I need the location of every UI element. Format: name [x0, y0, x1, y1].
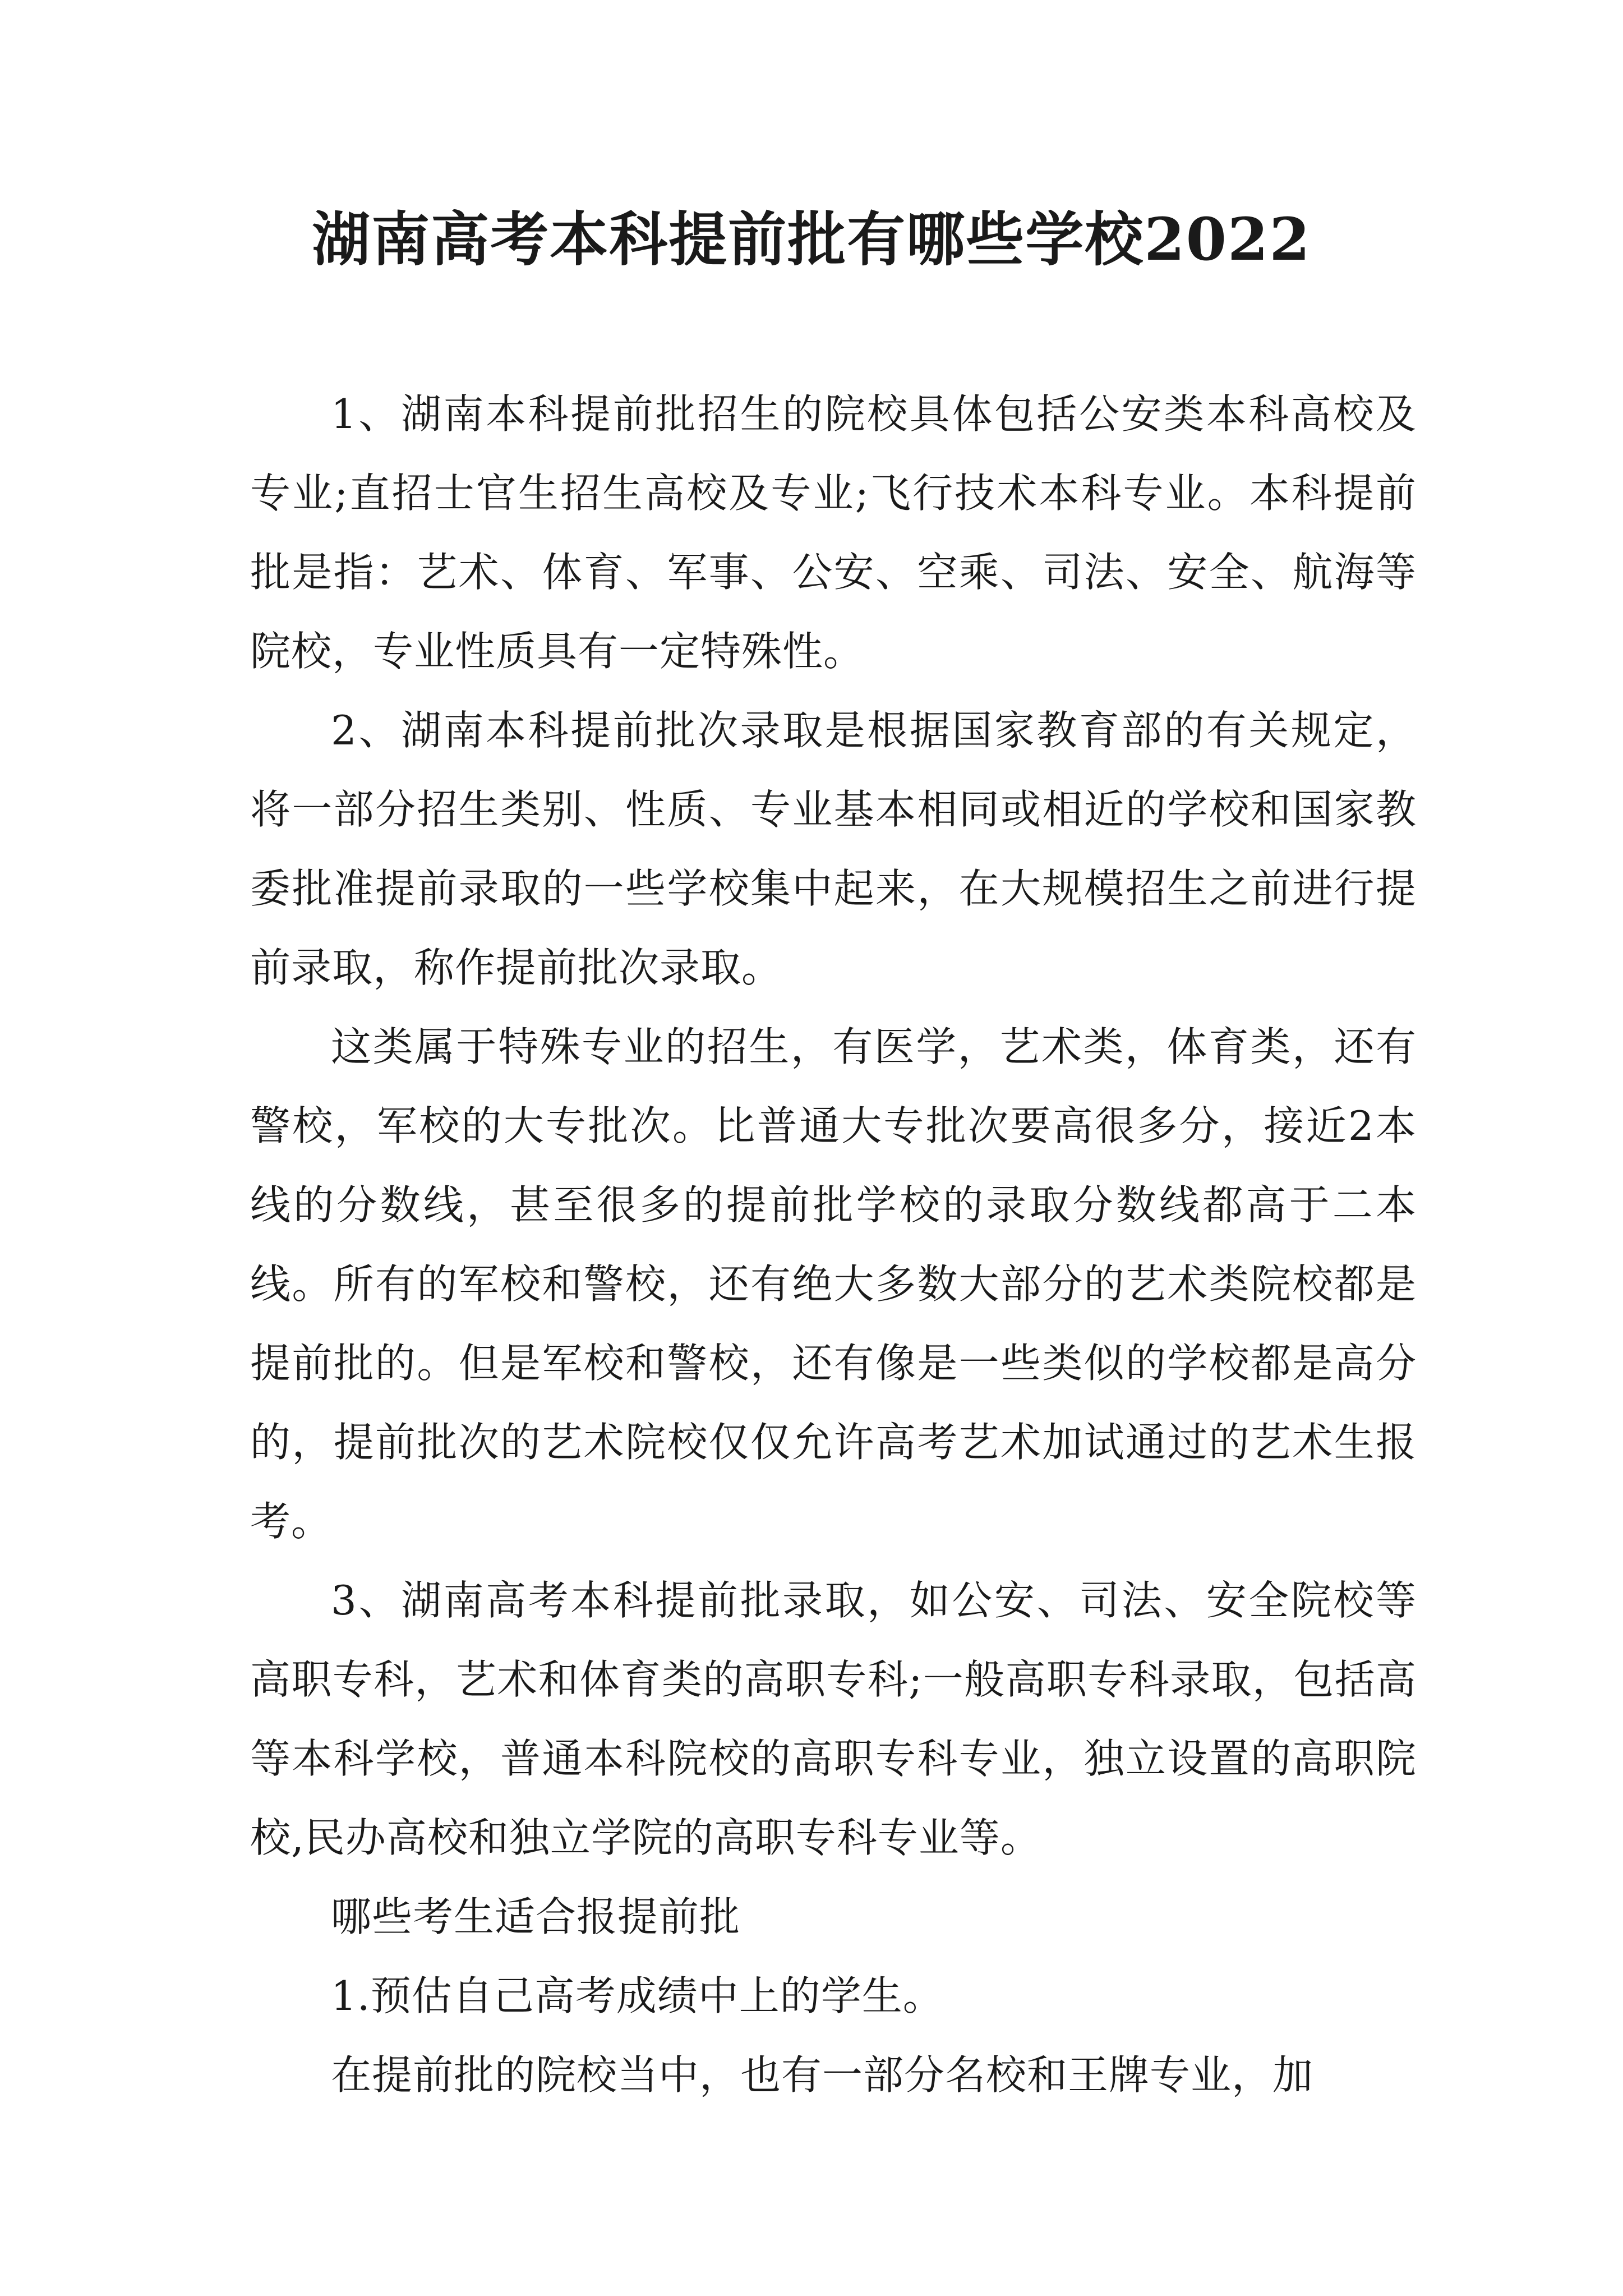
section-heading: 哪些考生适合报提前批 [331, 1893, 741, 1940]
document-body [250, 375, 1417, 2115]
paragraph-2: 2、湖南本科提前批次录取是根据国家教育部的有关规定，将一部分招生类别、性质、专业基本相同或相近的学校和国家教委批准提前录取的一些学校集中起来，在大规模招生之前进行提前录取，称作提前批次录取。 [250, 707, 1417, 991]
list-item-1: 1.预估自己高考成绩中上的学生。 [331, 1972, 944, 2019]
paragraph-4: 3、湖南高考本科提前批录取，如公安、司法、安全院校等高职专科，艺术和体育类的高职专科;一般高职专科录取，包括高等本科学校，普通本科院校的高职专科专业，独立设置的高职院校,民办高校和独立学院的高职专科专业等。 [250, 1577, 1417, 1861]
paragraph-5: 在提前批的院校当中，也有一部分名校和王牌专业，加 [331, 2051, 1314, 2099]
document-title: 湖南高考本科提前批有哪些学校2022 [312, 205, 1311, 274]
paragraph-1: 1、湖南本科提前批招生的院校具体包括公安类本科高校及专业;直招士官生招生高校及专业;飞行技术本科专业。本科提前批是指：艺术、体育、军事、公安、空乘、司法、安全、航海等院校，专业性质具有一定特殊性。 [250, 390, 1417, 675]
paragraph-3: 这类属于特殊专业的招生，有医学，艺术类，体育类，还有警校，军校的大专批次。比普通大专批次要高很多分，接近2本线的分数线，甚至很多的提前批学校的录取分数线都高于二本线。所有的军校和警校，还有绝大多数大部分的艺术类院校都是提前批的。但是军校和警校，还有像是一些类似的学校都是高分的，提前批次的艺术院校仅仅允许高考艺术加试通过的艺术生报考。 [250, 1023, 1417, 1545]
